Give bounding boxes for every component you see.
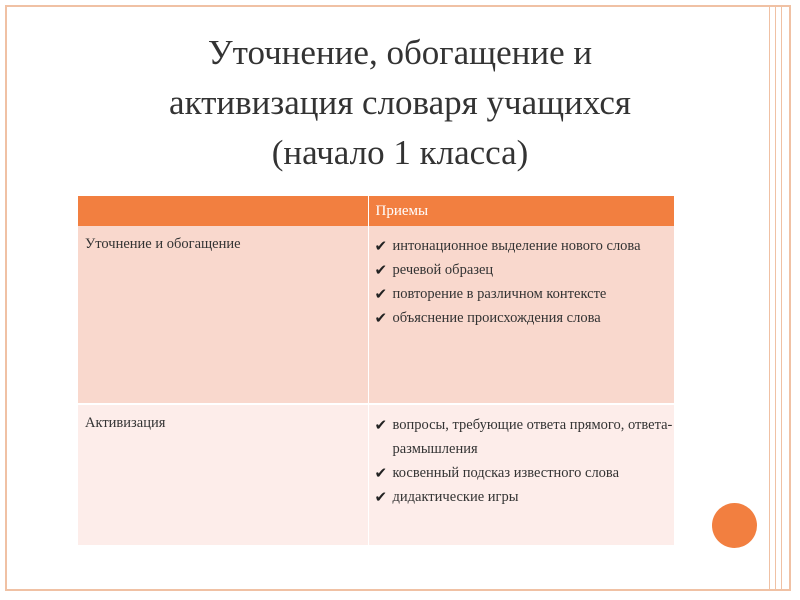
list-item <box>369 258 675 282</box>
table-header-cell: Приемы <box>368 196 674 226</box>
list-item <box>369 485 675 509</box>
list-item <box>369 461 675 485</box>
row-label: Уточнение и обогащение <box>78 226 368 404</box>
list-item-text: объяснение происхождения слова <box>392 310 601 326</box>
list-item <box>369 234 675 258</box>
checkmark-icon: ✔ <box>374 285 388 303</box>
checkmark-icon: ✔ <box>374 416 388 434</box>
checkmark-icon: ✔ <box>374 464 388 482</box>
list-item <box>369 413 675 461</box>
table-header-row <box>78 196 674 226</box>
row-items-cell <box>368 404 674 545</box>
title-line: (начало 1 класса) <box>271 133 529 172</box>
table-row <box>78 404 674 545</box>
title-line: Уточнение, обогащение и <box>207 33 593 72</box>
list-item-text: интонационное выделение нового слова <box>392 238 641 254</box>
decorative-circle <box>712 503 757 548</box>
title-line: активизация словаря учащихся <box>169 83 631 122</box>
list-item-text: повторение в различном контексте <box>392 286 607 302</box>
checkmark-icon: ✔ <box>374 261 388 279</box>
row-label: Активизация <box>78 404 368 545</box>
list-item-text: дидактические игры <box>392 489 519 505</box>
row-items-cell <box>368 226 674 404</box>
list-item <box>369 306 675 330</box>
slide-border-line <box>775 5 776 591</box>
slide-title <box>40 28 760 178</box>
checkmark-icon: ✔ <box>374 488 388 506</box>
list-item-text: косвенный подсказ известного слова <box>392 465 620 481</box>
slide-border-line <box>769 5 770 591</box>
checkmark-icon: ✔ <box>374 309 388 327</box>
list-item-text: вопросы, требующие ответа прямого, ответа-размышления <box>392 417 673 457</box>
list-item-text: речевой образец <box>392 262 494 278</box>
list-item <box>369 282 675 306</box>
techniques-table <box>78 196 674 545</box>
table-header-cell <box>78 196 368 226</box>
items-list <box>369 413 675 509</box>
slide-border-line <box>781 5 782 591</box>
items-list <box>369 234 675 330</box>
table-row <box>78 226 674 404</box>
checkmark-icon: ✔ <box>374 237 388 255</box>
